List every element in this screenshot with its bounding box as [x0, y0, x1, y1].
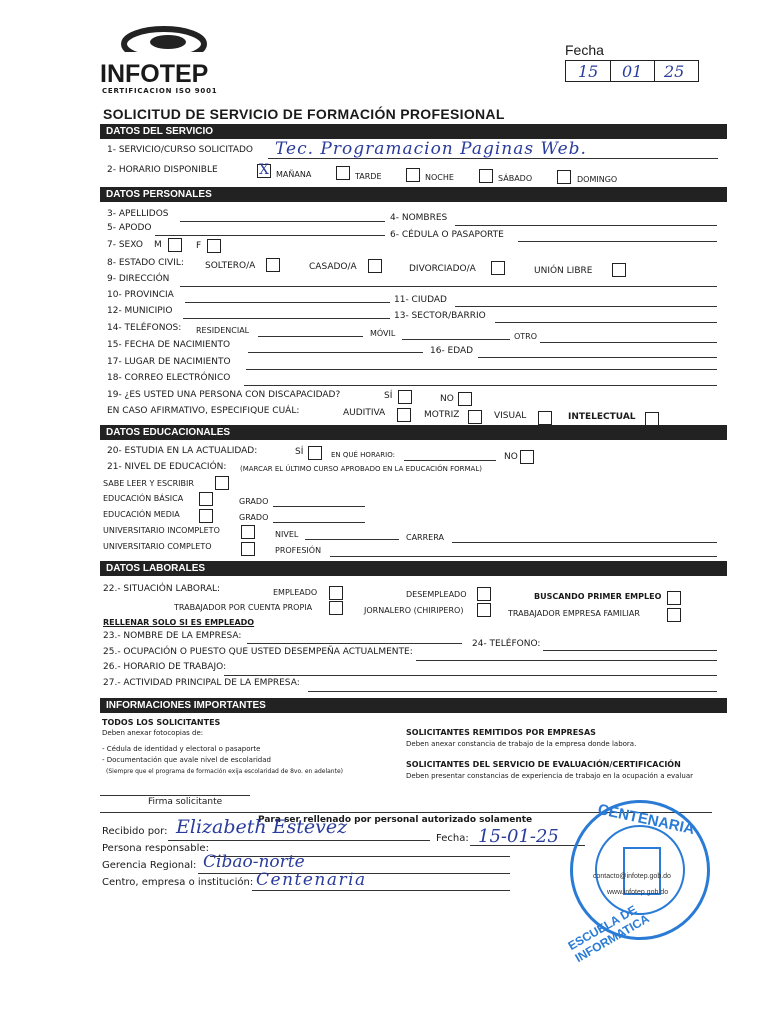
evaluacion-sub: Deben presentar constancias de experiencia de trabajo en la ocupación a evaluar	[406, 772, 694, 780]
todos-sub: Deben anexar fotocopias de:	[102, 729, 204, 737]
label-media: EDUCACIÓN MEDIA	[103, 510, 180, 519]
q18-line[interactable]	[244, 385, 717, 386]
q27-label: 27.- ACTIVIDAD PRINCIPAL DE LA EMPRESA:	[103, 678, 300, 688]
label-tarde: TARDE	[355, 172, 382, 181]
checkbox-no-estudia[interactable]	[520, 450, 534, 464]
fecha-footer-label: Fecha:	[436, 833, 469, 844]
checkbox-motriz[interactable]	[468, 410, 482, 424]
label-sabado: SÁBADO	[498, 174, 533, 183]
label-auditiva: AUDITIVA	[343, 408, 386, 418]
rellenar-note: RELLENAR SOLO SI ES EMPLEADO	[103, 618, 255, 627]
label-basica: EDUCACIÓN BÁSICA	[103, 494, 184, 503]
checkbox-jornalero[interactable]	[477, 603, 491, 617]
q27-line[interactable]	[308, 691, 717, 692]
q17-label: 17- LUGAR DE NACIMIENTO	[107, 357, 231, 367]
checkbox-univ-incompleto[interactable]	[241, 525, 255, 539]
q26-line[interactable]	[224, 675, 717, 676]
q2-label: 2- HORARIO DISPONIBLE	[107, 165, 218, 175]
q1-value[interactable]: Tec. Programacion Paginas Web.	[275, 139, 587, 159]
fecha-box[interactable]	[565, 60, 699, 82]
recibido-line[interactable]	[168, 840, 430, 841]
label-desempleado: DESEMPLEADO	[406, 590, 467, 599]
q15-label: 15- FECHA DE NACIMIENTO	[107, 340, 231, 350]
label-jornalero: JORNALERO (CHIRIPERO)	[364, 606, 464, 615]
section-laborales: DATOS LABORALES	[100, 561, 727, 576]
label-divorciado: DIVORCIADO/A	[409, 264, 476, 274]
checkbox-soltero[interactable]	[266, 258, 280, 272]
remitidos-sub: Deben anexar constancia de trabajo de la empresa donde labora.	[406, 740, 637, 748]
checkbox-divorciado[interactable]	[491, 261, 505, 275]
q18-label: 18- CORREO ELECTRÓNICO	[107, 373, 231, 383]
q17-line[interactable]	[246, 369, 717, 370]
remitidos-title: SOLICITANTES REMITIDOS POR EMPRESAS	[406, 728, 596, 737]
firma-label: Firma solicitante	[148, 797, 223, 807]
para-ser-label: Para ser rellenado por personal autorizado solamente	[258, 815, 533, 825]
label-manana: MAÑANA	[276, 170, 312, 179]
label-empleado: EMPLEADO	[273, 588, 318, 597]
nivel-line[interactable]	[305, 539, 399, 540]
label-cuenta-propia: TRABAJADOR POR CUENTA PROPIA	[174, 603, 313, 612]
q7-label: 7- SEXO	[107, 240, 143, 250]
label-familiar: TRABAJADOR EMPRESA FAMILIAR	[508, 609, 640, 618]
checkbox-univ-completo[interactable]	[241, 542, 255, 556]
section-educacionales: DATOS EDUCACIONALES	[100, 425, 727, 440]
label-noche: NOCHE	[425, 173, 454, 182]
checkbox-intelectual[interactable]	[645, 412, 659, 426]
q24-label: 24- TELÉFONO:	[472, 639, 541, 649]
q5-label: 5- APODO	[107, 223, 152, 233]
label-en-que-horario: EN QUÉ HORARIO:	[331, 451, 395, 459]
stamp-top-text: CENTENARIA	[596, 800, 697, 839]
checkbox-noche[interactable]	[406, 168, 420, 182]
school-stamp	[565, 800, 710, 966]
q26-label: 26.- HORARIO DE TRABAJO:	[103, 662, 227, 672]
residencial-line[interactable]	[258, 336, 363, 337]
especifique-label: EN CASO AFIRMATIVO, ESPECIFIQUE CUÁL:	[107, 406, 300, 416]
carrera-line[interactable]	[452, 542, 717, 543]
certification-label: CERTIFICACION ISO 9001	[102, 87, 218, 95]
checkbox-m[interactable]	[168, 238, 182, 252]
stamp-bottom-text: ESCUELA DE INFORMATICA	[565, 902, 652, 966]
req-siempre: (Siempre que el programa de formación exija escolaridad de 8vo. en adelante)	[106, 768, 343, 775]
fecha-footer-value: 15-01-25	[478, 826, 559, 847]
fecha-day: 15	[578, 62, 599, 81]
stamp-emblem-icon	[623, 847, 661, 895]
label-casado: CASADO/A	[309, 262, 357, 272]
q3-label: 3- APELLIDOS	[107, 209, 169, 219]
label-no-estudia: NO	[504, 452, 518, 462]
label-univ-completo: UNIVERSITARIO COMPLETO	[103, 542, 212, 551]
q14-label: 14- TELÉFONOS:	[107, 323, 182, 333]
q10-label: 10- PROVINCIA	[107, 290, 174, 300]
label-grado-media: GRADO	[239, 513, 269, 522]
q8-label: 8- ESTADO CIVIL:	[107, 258, 184, 268]
q10-line[interactable]	[185, 302, 390, 303]
q6-label: 6- CÉDULA O PASAPORTE	[390, 230, 504, 240]
firma-line[interactable]	[100, 795, 250, 796]
checkbox-casado[interactable]	[368, 259, 382, 273]
req-cedula: - Cédula de identidad y electoral o pasaporte	[102, 745, 261, 753]
evaluacion-title: SOLICITANTES DEL SERVICIO DE EVALUACIÓN/CERTIFICACIÓN	[406, 760, 681, 769]
checkbox-visual[interactable]	[538, 411, 552, 425]
q13-line[interactable]	[495, 322, 717, 323]
checkbox-tarde[interactable]	[336, 166, 350, 180]
q21-note: (MARCAR EL ÚLTIMO CURSO APROBADO EN LA EDUCACIÓN FORMAL)	[240, 465, 482, 473]
label-carrera: CARRERA	[406, 533, 444, 542]
q9-label: 9- DIRECCIÓN	[107, 274, 170, 284]
section-personales: DATOS PERSONALES	[100, 187, 727, 202]
label-intelectual: INTELECTUAL	[568, 412, 636, 422]
recibido-label: Recibido por:	[102, 826, 168, 837]
q3-line[interactable]	[180, 221, 385, 222]
q11-label: 11- CIUDAD	[394, 295, 447, 305]
q15-line[interactable]	[248, 352, 423, 353]
form-title: SOLICITUD DE SERVICIO DE FORMACIÓN PROFESIONAL	[103, 106, 505, 122]
fecha-year: 25	[664, 62, 685, 81]
q24-line[interactable]	[543, 650, 717, 651]
checkbox-si-discapacidad[interactable]	[398, 390, 412, 404]
checkbox-auditiva[interactable]	[397, 408, 411, 422]
logo-text: INFOTEP	[100, 60, 209, 88]
stamp-web: www.infotep.gob.do	[607, 889, 669, 896]
checkbox-empleado[interactable]	[329, 586, 343, 600]
label-soltero: SOLTERO/A	[205, 261, 256, 271]
checkbox-basica[interactable]	[199, 492, 213, 506]
fecha-month: 01	[622, 62, 643, 81]
checkbox-si-estudia[interactable]	[308, 446, 322, 460]
req-documentacion: - Documentación que avale nivel de escolaridad	[102, 756, 271, 764]
label-univ-incompleto: UNIVERSITARIO INCOMPLETO	[103, 526, 220, 535]
centro-label: Centro, empresa o institución:	[102, 877, 254, 888]
label-grado-basica: GRADO	[239, 497, 269, 506]
q20-label: 20- ESTUDIA EN LA ACTUALIDAD:	[107, 446, 258, 456]
label-motriz: MOTRIZ	[424, 410, 460, 420]
label-buscando: BUSCANDO PRIMER EMPLEO	[534, 592, 662, 601]
checkbox-sabado[interactable]	[479, 169, 493, 183]
q5-line[interactable]	[155, 235, 385, 236]
label-sabe-leer: SABE LEER Y ESCRIBIR	[103, 479, 194, 488]
checkbox-cuenta-propia[interactable]	[329, 601, 343, 615]
otro-line[interactable]	[540, 342, 717, 343]
checkbox-buscando[interactable]	[667, 591, 681, 605]
checkbox-sabe-leer[interactable]	[215, 476, 229, 490]
gerencia-label: Gerencia Regional:	[102, 860, 197, 871]
horario-line[interactable]	[404, 460, 496, 461]
q1-label: 1- SERVICIO/CURSO SOLICITADO	[107, 145, 254, 155]
gerencia-value: Cibao-norte	[203, 852, 305, 872]
grado-basica-line[interactable]	[273, 506, 365, 507]
checkbox-familiar[interactable]	[667, 608, 681, 622]
grado-media-line[interactable]	[273, 522, 365, 523]
label-f: F	[196, 241, 202, 251]
label-otro: OTRO	[514, 332, 538, 341]
q23-label: 23.- NOMBRE DE LA EMPRESA:	[103, 631, 242, 641]
label-no-discapacidad: NO	[440, 394, 454, 404]
label-union: UNIÓN LIBRE	[534, 266, 593, 276]
q13-label: 13- SECTOR/BARRIO	[394, 311, 486, 321]
label-visual: VISUAL	[494, 411, 527, 421]
section-importantes: INFORMACIONES IMPORTANTES	[100, 698, 727, 713]
checkbox-domingo[interactable]	[557, 170, 571, 184]
section-servicio: DATOS DEL SERVICIO	[100, 124, 727, 139]
centro-line[interactable]	[252, 890, 510, 891]
movil-line[interactable]	[402, 339, 510, 340]
q22-label: 22.- SITUACIÓN LABORAL:	[103, 584, 221, 594]
label-m: M	[154, 240, 162, 250]
label-si-discapacidad: SÍ	[384, 391, 393, 401]
q25-label: 25.- OCUPACIÓN O PUESTO QUE USTED DESEMPEÑA ACTUALMENTE:	[103, 647, 413, 657]
q16-label: 16- EDAD	[430, 346, 474, 356]
q4-label: 4- NOMBRES	[390, 213, 448, 223]
q9-line[interactable]	[180, 286, 717, 287]
checkbox-no-discapacidad[interactable]	[458, 392, 472, 406]
todos-title: TODOS LOS SOLICITANTES	[102, 718, 221, 727]
q21-label: 21- NIVEL DE EDUCACIÓN:	[107, 462, 227, 472]
checkbox-f[interactable]	[207, 239, 221, 253]
label-profesion: PROFESIÓN	[275, 546, 322, 555]
recibido-value: Elizabeth Estevez	[176, 816, 348, 838]
checkbox-manana[interactable]: X	[257, 164, 271, 178]
fecha-label: Fecha	[565, 42, 604, 58]
checkbox-media[interactable]	[199, 509, 213, 523]
checkbox-union[interactable]	[612, 263, 626, 277]
stamp-contact: contacto@infotep.gob.do	[593, 873, 671, 880]
label-domingo: DOMINGO	[577, 175, 618, 184]
q12-label: 12- MUNICIPIO	[107, 306, 173, 316]
persona-label: Persona responsable:	[102, 843, 209, 854]
profesion-line[interactable]	[330, 556, 717, 557]
q12-line[interactable]	[183, 318, 390, 319]
label-residencial: RESIDENCIAL	[196, 326, 250, 335]
q16-line[interactable]	[478, 357, 717, 358]
q6-line[interactable]	[518, 241, 717, 242]
label-movil: MÓVIL	[370, 329, 396, 338]
label-si-estudia: SÍ	[295, 447, 304, 457]
q4-line[interactable]	[455, 225, 717, 226]
label-nivel: NIVEL	[275, 530, 299, 539]
q19-label: 19- ¿ES USTED UNA PERSONA CON DISCAPACIDAD?	[107, 390, 341, 400]
centro-value: Centenaria	[256, 870, 367, 890]
checkbox-desempleado[interactable]	[477, 587, 491, 601]
q25-line[interactable]	[416, 660, 717, 661]
q23-line[interactable]	[247, 643, 462, 644]
q11-line[interactable]	[455, 306, 717, 307]
